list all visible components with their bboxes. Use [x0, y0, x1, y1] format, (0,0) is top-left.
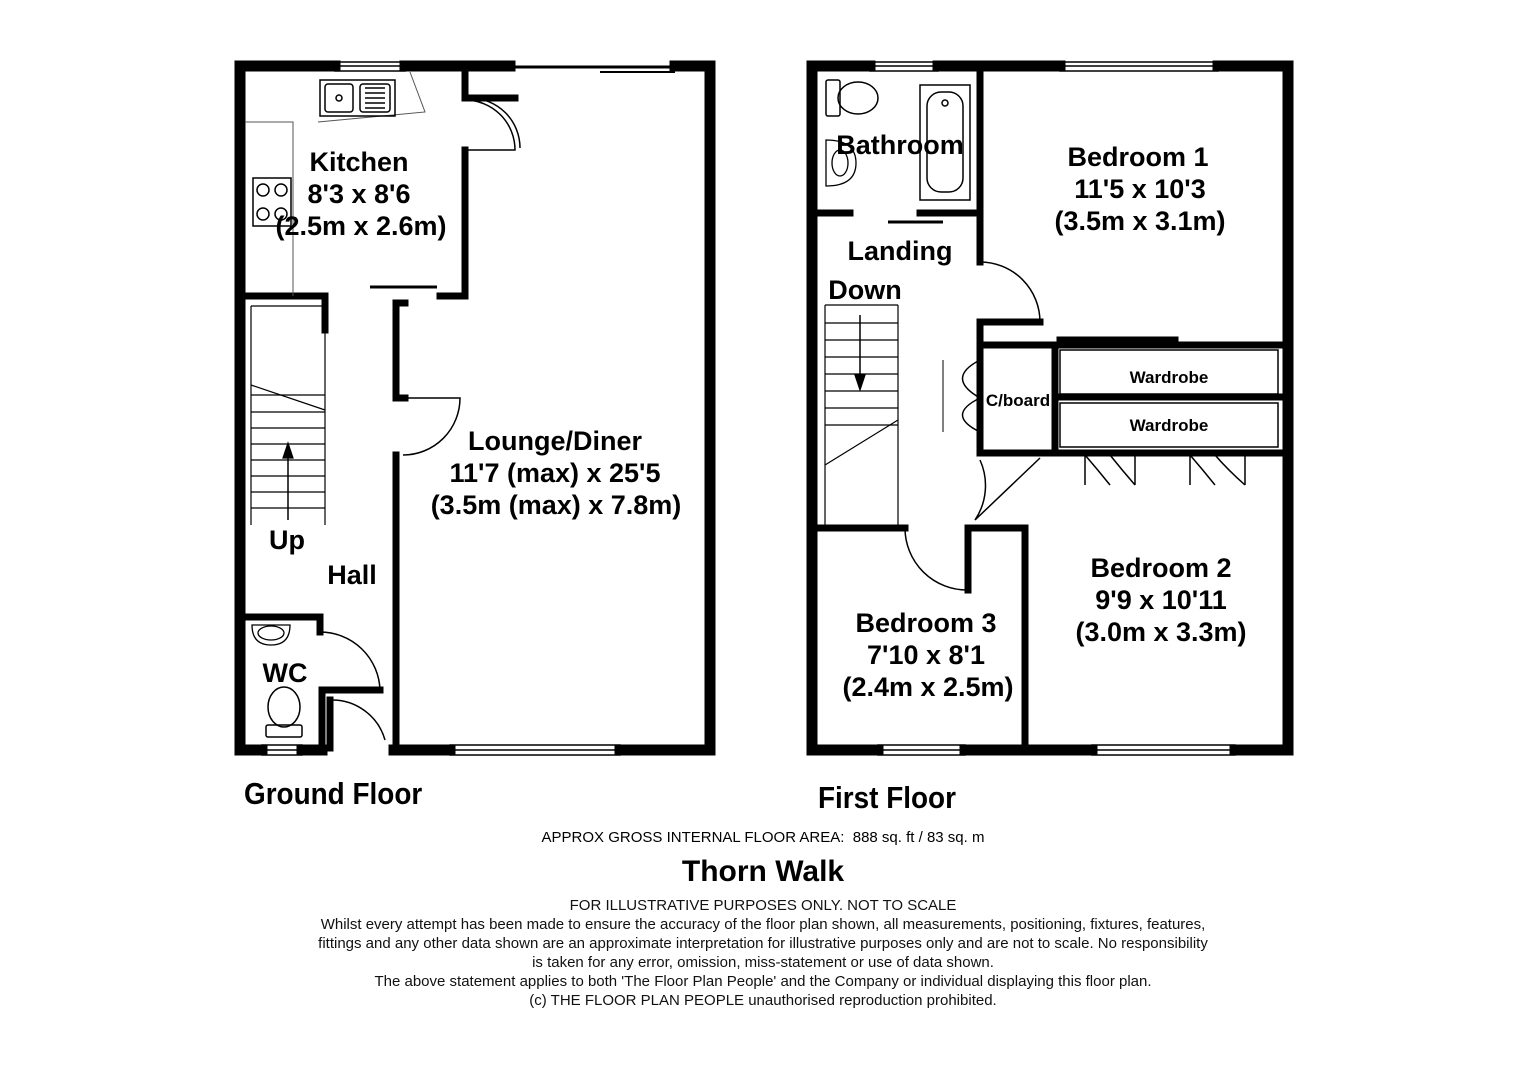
- first-stairs-label: Down: [828, 275, 902, 305]
- disclaimer-line-2: Whilst every attempt has been made to ensure the accuracy of the floor plan shown, all measurements, positioning, fixtures, features,: [320, 916, 1206, 933]
- property-title: Thorn Walk: [681, 855, 845, 888]
- disclaimer-line-5: The above statement applies to both 'The Floor Plan People' and the Company or individual displaying this floor plan.: [374, 973, 1152, 990]
- kitchen-imperial: 8'3 x 8'6: [307, 179, 411, 209]
- first-floor-title: First Floor: [818, 780, 956, 815]
- cupboard-label: C/board: [985, 391, 1051, 410]
- ground-floor-title: Ground Floor: [244, 776, 423, 811]
- lounge-name: Lounge/Diner: [468, 426, 642, 456]
- bedroom3-name: Bedroom 3: [855, 608, 997, 638]
- hall-label: Hall: [327, 560, 377, 590]
- bathroom-label: Bathroom: [836, 130, 964, 160]
- lounge-metric: (3.5m (max) x 7.8m): [430, 490, 682, 520]
- sink-icon: [320, 80, 395, 116]
- wc-label: WC: [262, 658, 308, 688]
- wc-basin-icon: [252, 625, 290, 645]
- floor-area: [0, 829, 1526, 846]
- toilet-icon: [266, 687, 302, 737]
- bedroom2-imperial: 9'9 x 10'11: [1095, 585, 1227, 615]
- ground-stairs: [251, 306, 325, 525]
- bedroom1-name: Bedroom 1: [1067, 142, 1209, 172]
- first-stairs: [825, 305, 898, 525]
- bedroom1-metric: (3.5m x 3.1m): [1054, 206, 1226, 236]
- floor-area-label: APPROX GROSS INTERNAL FLOOR AREA:: [541, 829, 845, 846]
- kitchen-name: Kitchen: [309, 147, 409, 177]
- landing-label: Landing: [847, 236, 953, 266]
- disclaimer-line-6: (c) THE FLOOR PLAN PEOPLE unauthorised reproduction prohibited.: [529, 992, 997, 1009]
- bedroom3-metric: (2.4m x 2.5m): [842, 672, 1014, 702]
- disclaimer-line-3: fittings and any other data shown are an approximate interpretation for illustrative purposes only and are not to scale. No responsibility: [318, 935, 1208, 952]
- small-labels: [986, 368, 1208, 435]
- first-toilet-icon: [826, 80, 878, 116]
- kitchen-metric: (2.5m x 2.6m): [275, 211, 447, 241]
- ground-stairs-label: Up: [269, 525, 305, 555]
- lounge-imperial: 11'7 (max) x 25'5: [449, 458, 661, 488]
- disclaimer: [0, 896, 1526, 1010]
- bedroom2-metric: (3.0m x 3.3m): [1075, 617, 1247, 647]
- bedroom2-name: Bedroom 2: [1090, 553, 1232, 583]
- room-labels: [263, 130, 1247, 702]
- wardrobe2-label: Wardrobe: [1129, 416, 1209, 435]
- disclaimer-line-1: FOR ILLUSTRATIVE PURPOSES ONLY. NOT TO SCALE: [569, 897, 957, 914]
- wardrobe1-label: Wardrobe: [1129, 368, 1209, 387]
- bedroom3-imperial: 7'10 x 8'1: [867, 640, 985, 670]
- floor-area-value: 888 sq. ft / 83 sq. m: [852, 829, 985, 846]
- bedroom1-imperial: 11'5 x 10'3: [1074, 174, 1206, 204]
- disclaimer-line-4: is taken for any error, omission, miss-statement or use of data shown.: [532, 954, 994, 971]
